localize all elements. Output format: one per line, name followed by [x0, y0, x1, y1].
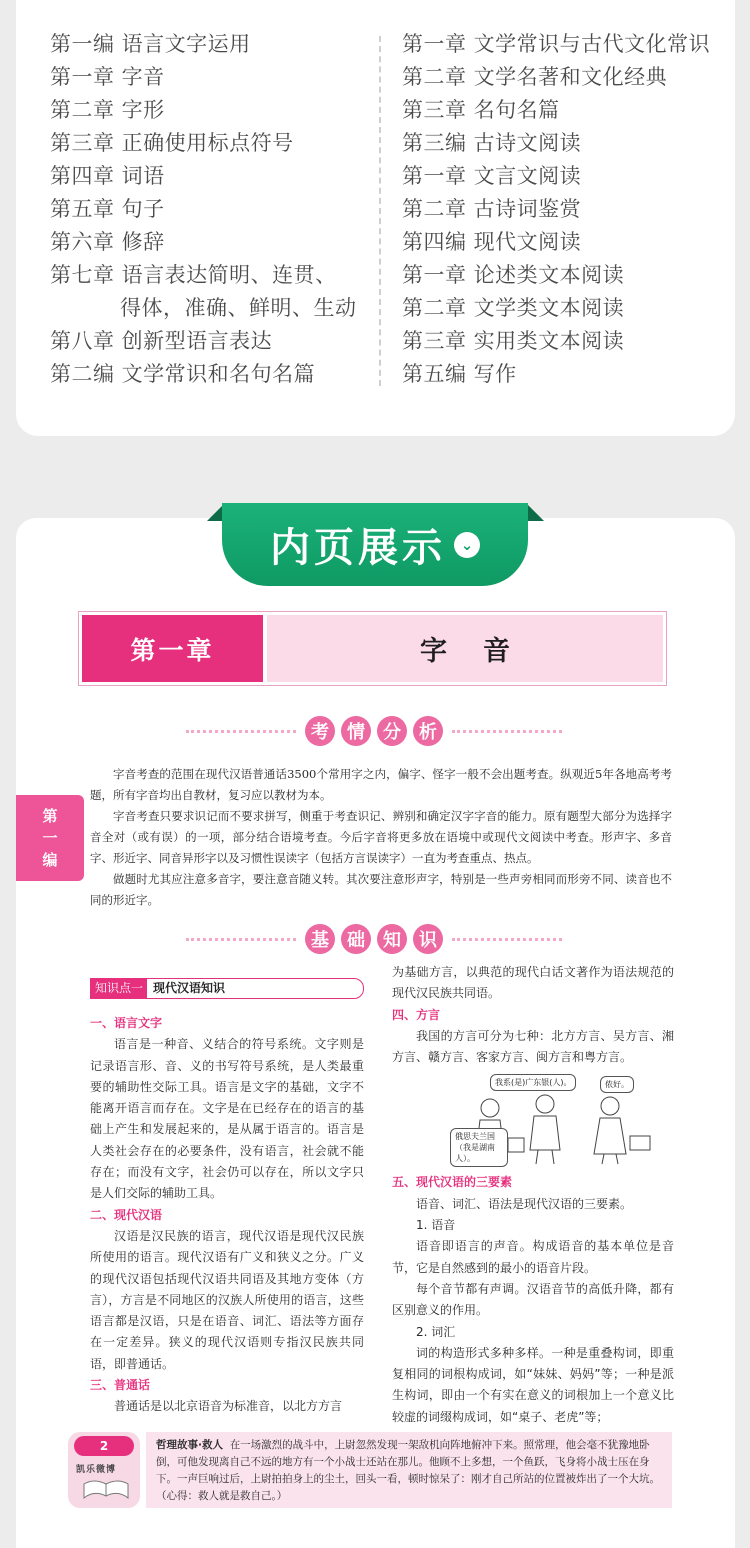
numbered-heading: 1. 语音	[416, 1218, 456, 1233]
section-head-analysis	[186, 714, 562, 748]
page-badge	[68, 1432, 140, 1508]
toc-entry: 第三章 实用类文本阅读	[402, 329, 625, 353]
dialect-illustration	[450, 1074, 660, 1166]
toc-entry: 第二章 文学类文本阅读	[402, 296, 625, 320]
section-banner	[222, 503, 528, 586]
section-char: 识	[413, 924, 443, 954]
toc-entry: 第一章 文言文阅读	[402, 164, 582, 188]
subheading: 三、普通话	[90, 1378, 151, 1393]
paragraph: 每个音节都有声调。汉语音节的高低升降，都有区别意义的作用。	[392, 1281, 674, 1318]
subheading: 一、语言文字	[90, 1016, 163, 1030]
paragraph: 我国的方言可分为七种：北方方言、吴方言、湘方言、赣方言、客家方言、闽方言和粤方言。	[392, 1028, 674, 1065]
chevron-down-icon[interactable]: ⌄	[454, 532, 480, 558]
left-text-column	[90, 978, 364, 1418]
speech-bubble: 俄思夫兰国（我是湖南人）。	[450, 1128, 508, 1167]
side-tab-char: 编	[42, 851, 58, 869]
banner-title: 内页展示	[270, 525, 446, 571]
toc-entry: 第二编 文学常识和名句名篇	[50, 362, 316, 386]
analysis-paragraph: 做题时尤其应注意多音字，要注意音随义转。其次要注意形声字，特别是一些声旁相同而形旁不同、读音也不同的形近字。	[90, 872, 672, 907]
banner-fold-right	[526, 503, 544, 521]
knowledge-point-title: 现代汉语知识	[153, 981, 226, 995]
story-text: 在一场激烈的战斗中，上尉忽然发现一架敌机向阵地俯冲下来。照常理，他会毫不犹豫地卧倒，可他发现离自己不远的地方有一个小战士还站在那儿。他顾不上多想，一个鱼跃，飞身将小战士压在身下。一声巨响过后，上尉拍拍身上的尘土，回头一看，顿时惊呆了：刚才自己所站的位置被炸出了一个大坑。（心得：救人就是救自己。）	[156, 1439, 660, 1502]
speech-bubble: 侬好。	[600, 1076, 634, 1093]
toc-card	[16, 0, 735, 436]
chapter-title: 字音	[267, 615, 663, 682]
brand-name: 凯乐微博	[76, 1465, 117, 1475]
knowledge-point-label: 知识点一	[91, 979, 147, 998]
section-char: 析	[413, 716, 443, 746]
story-title: 哲理故事·救人	[156, 1439, 223, 1451]
analysis-text	[90, 764, 672, 911]
analysis-paragraph: 字音考查的范围在现代汉语普通话3500个常用字之内，偏字、怪字一般不会出题考查。纵观近5年各地高考考题，所有字音均出自教材，复习应以教材为本。	[90, 767, 672, 802]
section-char: 分	[377, 716, 407, 746]
paragraph: 语音即语言的声音。构成语音的基本单位是音节，它是自然感到的最小的语音片段。	[392, 1239, 674, 1275]
side-tab-part-one	[16, 795, 84, 881]
paragraph: 语言是一种音、义结合的符号系统。文字则是记录语言形、音、义的书写符号系统，是人类最重要的辅助性交际工具。语言是文字的基础，文字不能离开语言而存在。文字是在已经存在的语言的基础上产生和发展起来的，是从属于语言的。语言是人类社会存在的必要条件，没有语言，社会就不能存在；而没有文字，社会仍可以存在，所以文字只是人们交际的辅助工具。	[90, 1037, 364, 1201]
analysis-paragraph: 字音考查只要求识记而不要求拼写，侧重于考查识记、辨别和确定汉字字音的能力。原有题型大部分为选择字音全对（或有误）的一项，部分结合语境考查。今后字音将更多放在语境中或现代文阅读中考查。形声字、多音字、形近字、同音异形字以及习惯性误读字（包括方言误读字）一直为考查重点、热点。	[90, 809, 672, 865]
toc-entry: 第五编 写作	[402, 362, 517, 386]
section-char: 基	[305, 924, 335, 954]
chapter-header	[78, 611, 667, 686]
philosophy-story-box	[146, 1432, 672, 1508]
toc-entry: 第一编 语言文字运用	[50, 32, 251, 56]
paragraph: 词的构造形式多种多样。一种是重叠构词，即重复相同的词根构成词，如“妹妹、妈妈”等；一种是派生构词，即由一个有实在意义的词根加上一个意义比较虚的词缀构成词，如“桌子、老虎”等；	[392, 1345, 674, 1424]
paragraph: 为基础方言，以典范的现代白话文著作为语法规范的现代汉民族共同语。	[392, 965, 674, 1001]
toc-entry: 第一章 文学常识与古代文化常识	[402, 32, 711, 56]
dotted-rule	[452, 938, 562, 941]
subheading: 二、现代汉语	[90, 1207, 163, 1222]
toc-entry: 第三章 正确使用标点符号	[50, 131, 294, 155]
toc-entry: 第四章 词语	[50, 164, 165, 188]
section-char: 础	[341, 924, 371, 954]
toc-entry: 第一章 字音	[50, 65, 165, 89]
open-book-icon	[82, 1478, 130, 1502]
toc-entry: 第四编 现代文阅读	[402, 230, 582, 254]
page-number: 2	[74, 1436, 134, 1456]
dotted-rule	[452, 730, 562, 733]
dotted-rule	[186, 938, 296, 941]
section-char: 情	[341, 716, 371, 746]
paragraph: 语音、词汇、语法是现代汉语的三要素。	[416, 1196, 633, 1211]
toc-right-column	[402, 28, 732, 391]
knowledge-point-tag	[90, 978, 364, 999]
toc-entry: 第一章 论述类文本阅读	[402, 263, 625, 287]
numbered-heading: 2. 词汇	[416, 1324, 456, 1339]
paragraph: 汉语是汉民族的语言，现代汉语是现代汉民族所使用的语言。现代汉语有广义和狭义之分。广义的现代汉语包括现代汉语共同语及其地方变体（方言），方言是不同地区的汉族人所使用的语言，这些语言都是汉语，只是在语音、词汇、语法等方面存在一定差异。狭义的现代汉语则专指汉民族共同语，即普通话。	[90, 1228, 364, 1371]
toc-left-column	[50, 28, 380, 391]
paragraph: 普通话是以北京语音为标准音，以北方方言	[114, 1399, 343, 1414]
toc-entry: 第七章 语言表达简明、连贯、	[50, 263, 337, 287]
subheading: 四、方言	[392, 1007, 441, 1022]
toc-entry: 第三编 古诗文阅读	[402, 131, 582, 155]
side-tab-char: 一	[42, 829, 58, 847]
speech-bubble: 我系(是)广东银(人)。	[490, 1074, 576, 1091]
toc-entry: 第三章 名句名篇	[402, 98, 560, 122]
section-char: 知	[377, 924, 407, 954]
right-text-column	[392, 962, 674, 1428]
toc-entry: 第二章 字形	[50, 98, 165, 122]
toc-entry: 第五章 句子	[50, 197, 165, 221]
page-footer	[68, 1432, 672, 1508]
toc-divider	[379, 36, 381, 386]
subheading: 五、现代汉语的三要素	[392, 1175, 513, 1190]
side-tab-char: 第	[42, 807, 58, 825]
toc-entry: 得体，准确、鲜明、生动	[120, 296, 357, 320]
chapter-number: 第一章	[82, 615, 263, 682]
toc-entry: 第六章 修辞	[50, 230, 165, 254]
section-char: 考	[305, 716, 335, 746]
section-head-basics	[186, 922, 562, 956]
toc-entry: 第二章 古诗词鉴赏	[402, 197, 582, 221]
dotted-rule	[186, 730, 296, 733]
toc-entry: 第八章 创新型语言表达	[50, 329, 273, 353]
toc-entry: 第二章 文学名著和文化经典	[402, 65, 668, 89]
